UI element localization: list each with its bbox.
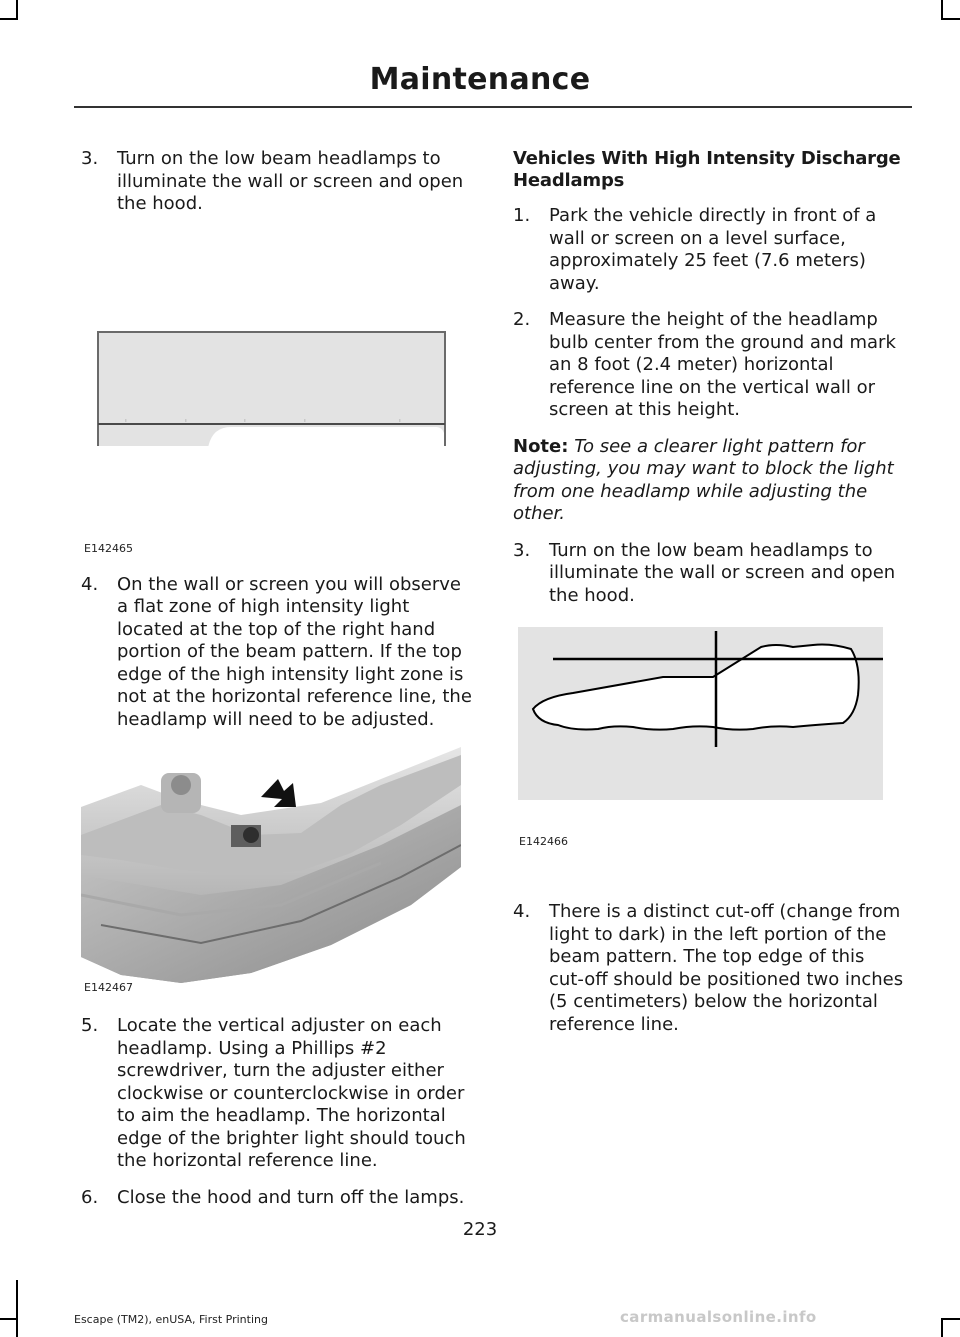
crop-mark — [16, 0, 18, 20]
low-beam-pattern-diagram — [81, 246, 473, 446]
step-2-measure — [513, 309, 905, 422]
step-4-cutoff — [513, 901, 905, 1036]
figure-id: E142467 — [84, 981, 133, 994]
section-heading: Vehicles With High Intensity Discharge Headlamps — [513, 148, 901, 191]
crop-mark — [941, 1318, 943, 1337]
arrow-icon — [261, 779, 296, 807]
crop-mark — [16, 1280, 18, 1337]
step-text: Turn on the low beam headlamps to illuminate the wall or screen and open the hood. — [549, 539, 896, 606]
step-text: On the wall or screen you will observe a flat zone of high intensity light located at the top of the right hand portion of the beam pattern. If the top edge of the high intensity light zone is not at the horizontal reference line, the headlamp will need to be adjusted. — [117, 573, 472, 730]
step-number: 3. — [513, 539, 531, 561]
step-number: 1. — [513, 205, 531, 226]
watermark: carmanualsonline.info — [620, 1308, 817, 1326]
crop-mark — [941, 18, 960, 20]
step-3-low-beam-hid — [513, 540, 905, 608]
figure-id: E142466 — [519, 835, 568, 848]
step-4-observe — [81, 574, 473, 732]
step-5-locate-adjuster — [81, 1015, 473, 1173]
step-text: Locate the vertical adjuster on each headlamp. Using a Phillips #2 screwdriver, turn the adjuster either clockwise or counterclockwise in order to aim the headlamp. The horizontal edge of the brighter light should touch the horizontal reference line. — [117, 1015, 466, 1171]
left-column — [81, 148, 473, 1223]
figure-e142467 — [81, 745, 473, 1001]
step-number: 4. — [81, 573, 99, 595]
note-label: Note: — [513, 435, 569, 457]
right-column — [513, 148, 905, 1050]
note — [513, 436, 905, 526]
figure-e142465 — [81, 230, 473, 560]
step-text: Measure the height of the headlamp bulb center from the ground and mark an 8 foot (2.4 meter) horizontal reference line on the vertical wall or screen at this height. — [549, 309, 896, 420]
step-text: Turn on the low beam headlamps to illuminate the wall or screen and open the hood. — [117, 148, 464, 214]
step-text: Close the hood and turn off the lamps. — [117, 1186, 465, 1208]
step-text: Park the vehicle directly in front of a wall or screen on a level surface, approximately 25 feet (7.6 meters) away. — [549, 205, 877, 294]
headlamp-adjuster-illustration — [81, 745, 461, 997]
page-number: 223 — [462, 1219, 498, 1240]
step-number: 3. — [81, 148, 99, 169]
step-1-park — [513, 205, 905, 295]
crop-mark — [941, 1318, 960, 1320]
step-text: There is a distinct cut-off (change from light to dark) in the left portion of the beam pattern. The top edge of this cut-off should be positioned two inches (5 centimeters) below the horizontal reference line. — [549, 901, 904, 1035]
page-title: Maintenance — [369, 62, 591, 97]
step-number: 6. — [81, 1186, 99, 1208]
step-3-low-beam — [81, 148, 473, 216]
header-rule — [74, 106, 912, 108]
figure-id: E142465 — [84, 541, 133, 555]
step-number: 5. — [81, 1015, 99, 1036]
step-number: 4. — [513, 901, 531, 922]
crop-mark — [0, 1318, 18, 1320]
note-text: To see a clearer light pattern for adjusting, you may want to block the light from one headlamp while adjusting the other. — [513, 435, 894, 524]
step-number: 2. — [513, 309, 531, 330]
step-6-close-hood — [81, 1187, 473, 1210]
crop-mark — [941, 0, 943, 20]
crop-mark — [0, 18, 18, 20]
hid-beam-pattern-diagram — [513, 625, 905, 825]
footer-text: Escape (TM2), enUSA, First Printing — [74, 1313, 268, 1326]
figure-e142466 — [513, 625, 905, 887]
